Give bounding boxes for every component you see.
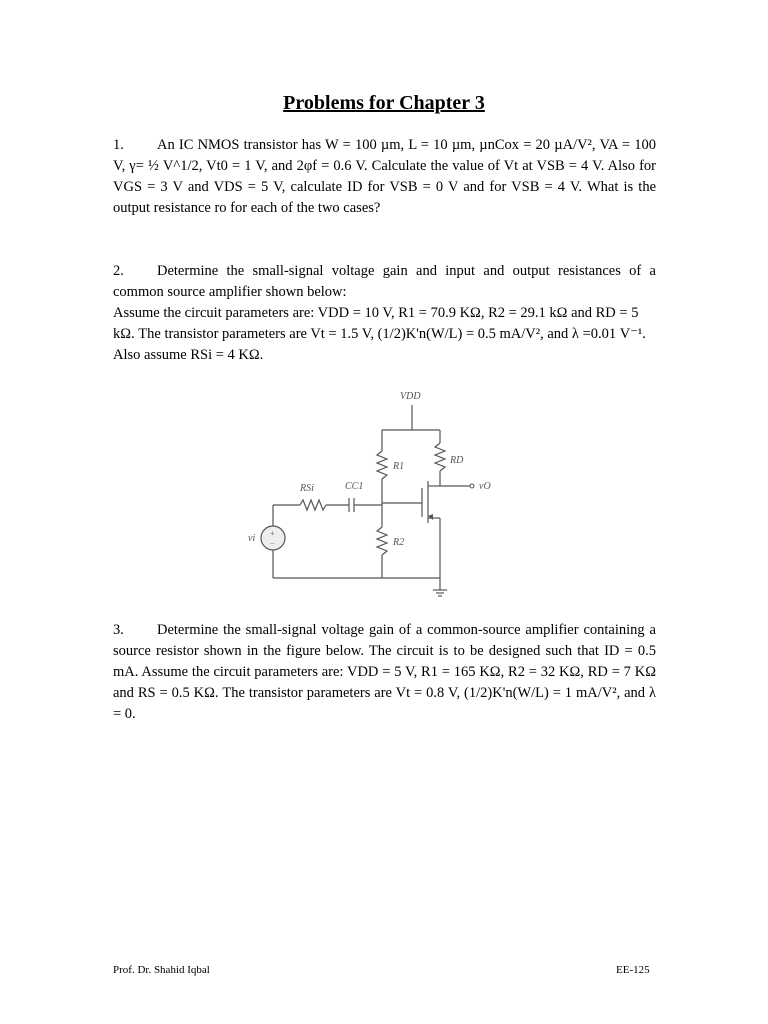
vdd-label: VDD bbox=[400, 391, 421, 402]
problem-3 bbox=[113, 620, 656, 725]
rd-label: RD bbox=[450, 455, 464, 466]
problem-number: 3. bbox=[113, 622, 124, 638]
problem-text: An IC NMOS transistor has W = 100 µm, L = 10 µm, µnCox = 20 µA/V², VA = 100 V, γ= ½ V^1/2, Vt0 = 1 V, and 2φf = 0.6 V. Calculate the value of Vt at VSB = 4 V. Also for VGS = 3 V and VDS = 5 V, calculate ID for VSB = 0 V and for VSB = 4 V. What is the output resistance ro for each of the two cases? bbox=[113, 137, 656, 216]
r2-label: R2 bbox=[393, 537, 405, 548]
source-plus-label: + bbox=[270, 529, 275, 538]
problem-number: 1. bbox=[113, 137, 124, 153]
source-minus-label: − bbox=[270, 539, 275, 548]
vo-label: vO bbox=[479, 481, 491, 492]
footer-author: Prof. Dr. Shahid Iqbal bbox=[113, 964, 210, 976]
r1-label: R1 bbox=[393, 461, 405, 472]
problem-2 bbox=[113, 261, 656, 366]
page-title: Problems for Chapter 3 bbox=[283, 92, 485, 114]
footer-course-code: EE-125 bbox=[616, 964, 650, 976]
vi-label: vi bbox=[248, 533, 256, 544]
problem-text: Determine the small-signal voltage gain of a common-source amplifier containing a source resistor shown in the figure below. The circuit is to be designed such that ID = 0.5 mA. Assume the circuit parameters are: VDD = 5 V, R1 = 165 KΩ, R2 = 32 KΩ, RD = 7 KΩ and RS = 0.5 KΩ. The transistor parameters are Vt = 0.8 V, (1/2)K'n(W/L) = 1 mA/V², and λ = 0. bbox=[113, 622, 656, 722]
problem-1 bbox=[113, 135, 656, 219]
problem-parameters: Assume the circuit parameters are: VDD = 10 V, R1 = 70.9 KΩ, R2 = 29.1 kΩ and RD = 5 kΩ. The transistor parameters are Vt = 1.5 V, (1/2)K'n(W/L) = 0.5 mA/V², and λ =0.01 V⁻¹. Also assume RSi = 4 KΩ. bbox=[113, 305, 646, 363]
cc1-label: CC1 bbox=[345, 481, 364, 492]
problem-number: 2. bbox=[113, 263, 124, 279]
problem-text: Determine the small-signal voltage gain and input and output resistances of a common source amplifier shown below: bbox=[113, 263, 656, 300]
common-source-amplifier-circuit bbox=[240, 385, 491, 610]
rsi-label: RSi bbox=[300, 483, 314, 494]
